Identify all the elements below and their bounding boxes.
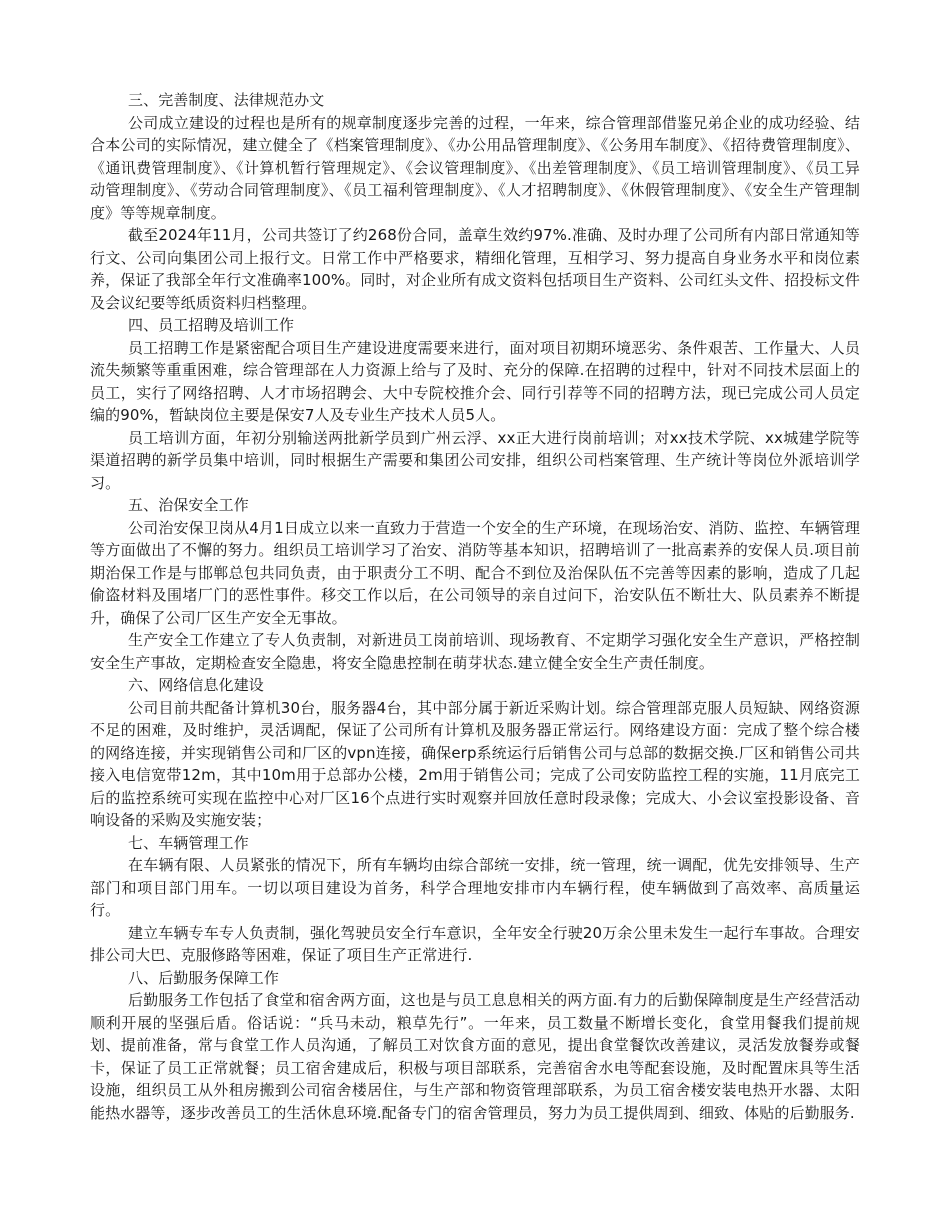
section-heading: 六、网络信息化建设 <box>128 676 264 694</box>
section-6 <box>90 674 860 832</box>
section-8 <box>90 967 860 1125</box>
section-7 <box>90 832 860 967</box>
document-page <box>90 89 860 1124</box>
section-heading: 八、后勤服务保障工作 <box>128 968 280 987</box>
section-5 <box>90 494 860 674</box>
paragraph: 生产安全工作建立了专人负责制，对新进员工岗前培训、现场教育、不定期学习强化安全生产意识，严格控制安全生产事故，定期检查安全隐患，将安全隐患控制在萌芽状态.建立健全安全生产责任制度。 <box>90 631 860 672</box>
paragraph: 公司目前共配备计算机30台，服务器4台，其中部分属于新近采购计划。综合管理部克服人员短缺、网络资源不足的困难，及时维护，灵活调配，保证了公司所有计算机及服务器正常运行。网络建设方面：完成了整个综合楼的网络连接，并实现销售公司和厂区的vpn连接，确保erp系统运行后销售公司与总部的数据交换.厂区和销售公司共接入电信宽带12m，其中10m用于总部办公楼，2m用于销售公司；完成了公司安防监控工程的实施，11月底完工后的监控系统可实现在监控中心对厂区16个点进行实时观察并回放任意时段录像；完成大、小会议室投影设备、音响设备的采购及实施安装； <box>90 698 860 829</box>
section-heading: 三、完善制度、法律规范办文 <box>128 91 325 109</box>
section-4 <box>90 314 860 494</box>
paragraph: 员工培训方面，年初分别输送两批新学员到广州云浮、xx正大进行岗前培训；对xx技术学院、xx城建学院等渠道招聘的新学员集中培训，同时根据生产需要和集团公司安排，组织公司档案管理、生产统计等岗位外派培训学习。 <box>90 428 860 492</box>
section-heading: 四、员工招聘及培训工作 <box>128 316 295 334</box>
paragraph: 公司成立建设的过程也是所有的规章制度逐步完善的过程，一年来，综合管理部借鉴兄弟企业的成功经验、结合本公司的实际情况，建立健全了《档案管理制度》、《办公用品管理制度》、《公务用车制度》、《招待费管理制度》、《通讯费管理制度》、《计算机暂行管理规定》、《会议管理制度》、《出差管理制度》、《员工培训管理制度》、《员工异动管理制度》、《劳动合同管理制度》、《员工福利管理制度》、《人才招聘制度》、《休假管理制度》、《安全生产管理制度》等等规章制度。 <box>90 113 860 222</box>
paragraph: 截至2024年11月，公司共签订了约268份合同，盖章生效约97%.准确、及时办理了公司所有内部日常通知等行文、公司向集团公司上报行文。日常工作中严格要求，精细化管理，互相学习、努力提高自身业务水平和岗位素养，保证了我部全年行文准确率100%。同时，对企业所有成文资料包括项目生产资料、公司红头文件、招投标文件及会议纪要等纸质资料归档整理。 <box>90 226 860 312</box>
section-heading: 五、治保安全工作 <box>128 496 249 514</box>
paragraph: 在车辆有限、人员紧张的情况下，所有车辆均由综合部统一安排，统一管理，统一调配，优先安排领导、生产部门和项目部门用车。一切以项目建设为首务，科学合理地安排市内车辆行程，使车辆做到了高效率、高质量运行。 <box>90 856 860 919</box>
paragraph: 后勤服务工作包括了食堂和宿舍两方面，这也是与员工息息相关的两方面.有力的后勤保障制度是生产经营活动顺利开展的坚强后盾。俗话说：“兵马未动，粮草先行”。一年来，员工数量不断增长变化，食堂用餐我们提前规划、提前准备，常与食堂工作人员沟通，了解员工对饮食方面的意见，提出食堂餐饮改善建议，灵活发放餐券或餐卡，保证了员工正常就餐；员工宿舍建成后，积极与项目部联系，完善宿舍水电等配套设施，及时配置床具等生活设施，组织员工从外租房搬到公司宿舍楼居住，与生产部和物资管理部联系，为员工宿舍楼安装电热开水器、太阳能热水器等，逐步改善员工的生活休息环境.配备专门的宿舍管理员，努力为员工提供周到、细致、体贴的后勤服务. <box>90 991 860 1122</box>
section-3 <box>90 89 860 314</box>
paragraph: 员工招聘工作是紧密配合项目生产建设进度需要来进行，面对项目初期环境恶劣、条件艰苦、工作量大、人员流失频繁等重重困难，综合管理部在人力资源上给与了及时、充分的保障.在招聘的过程中，针对不同技术层面上的员工，实行了网络招聘、人才市场招聘会、大中专院校推介会、同行引荐等不同的招聘方法，现已完成公司人员定编的90%，暂缺岗位主要是保安7人及专业生产技术人员5人。 <box>90 338 860 424</box>
paragraph: 建立车辆专车专人负责制，强化驾驶员安全行车意识，全年安全行驶20万余公里未发生一起行车事故。合理安排公司大巴、克服修路等困难，保证了项目生产正常进行. <box>90 923 860 964</box>
section-heading: 七、车辆管理工作 <box>128 833 249 852</box>
paragraph: 公司治安保卫岗从4月1日成立以来一直致力于营造一个安全的生产环境，在现场治安、消防、监控、车辆管理等方面做出了不懈的努力。组织员工培训学习了治安、消防等基本知识，招聘培训了一批高素养的安保人员.项目前期治保工作是与邯郸总包共同负责，由于职责分工不明、配合不到位及治保队伍不完善等因素的影响，造成了几起偷盗材料及围堵厂门的恶性事件。移交工作以后，在公司领导的亲自过问下，治安队伍不断壮大、队员素养不断提升，确保了公司厂区生产安全无事故。 <box>90 518 860 627</box>
